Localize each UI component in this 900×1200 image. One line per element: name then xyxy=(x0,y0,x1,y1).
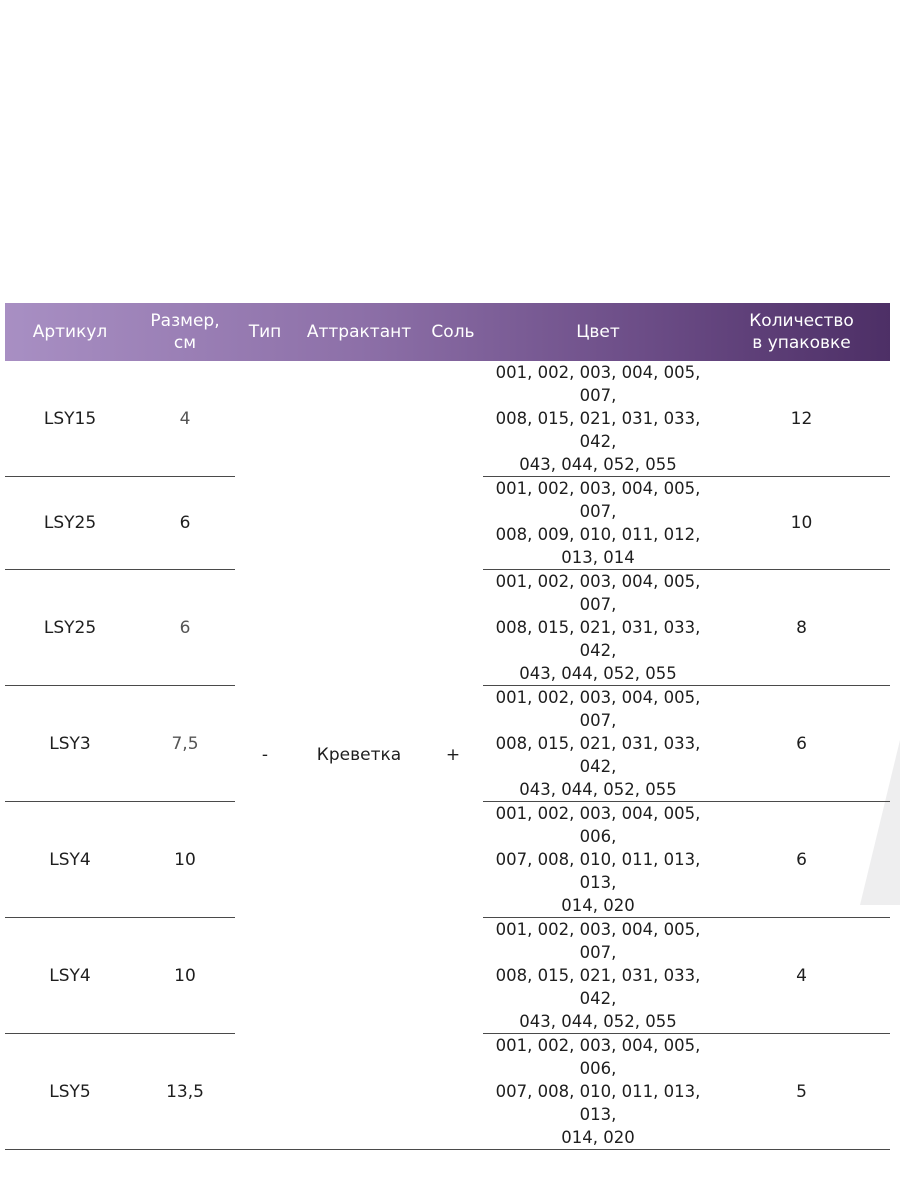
header-quantity xyxy=(713,303,890,361)
spec-table-container xyxy=(5,303,890,1150)
cell-article: LSY3 xyxy=(5,686,135,802)
color-line: 043, 044, 052, 055 xyxy=(519,664,677,683)
color-line: 001, 002, 003, 004, 005, 006, xyxy=(495,804,701,846)
cell-article: LSY4 xyxy=(5,918,135,1034)
cell-quantity: 5 xyxy=(713,1034,890,1150)
cell-quantity: 8 xyxy=(713,570,890,686)
cell-size: 4 xyxy=(135,361,235,477)
color-line: 001, 002, 003, 004, 005, 006, xyxy=(495,1036,701,1078)
cell-colors xyxy=(483,361,713,477)
color-line: 014, 020 xyxy=(561,1128,635,1147)
color-line: 043, 044, 052, 055 xyxy=(519,455,677,474)
header-type: Тип xyxy=(248,322,282,342)
spec-table-header xyxy=(5,303,890,361)
header-attractant: Аттрактант xyxy=(306,322,412,342)
cell-colors xyxy=(483,570,713,686)
cell-colors xyxy=(483,477,713,570)
color-line: 008, 009, 010, 011, 012, 013, 014 xyxy=(495,525,701,567)
color-line: 001, 002, 003, 004, 005, 007, xyxy=(495,920,701,962)
header-quantity-line1: Количество xyxy=(749,311,854,331)
cell-quantity: 6 xyxy=(713,686,890,802)
cell-quantity: 4 xyxy=(713,918,890,1034)
cell-article: LSY15 xyxy=(5,361,135,477)
cell-quantity: 12 xyxy=(713,361,890,477)
cell-colors xyxy=(483,802,713,918)
cell-colors xyxy=(483,686,713,802)
header-salt: Соль xyxy=(431,322,475,342)
color-line: 007, 008, 010, 011, 013, 013, xyxy=(495,850,701,892)
cell-size: 10 xyxy=(135,918,235,1034)
cell-salt: + xyxy=(423,361,483,1150)
cell-size: 7,5 xyxy=(135,686,235,802)
color-line: 043, 044, 052, 055 xyxy=(519,1012,677,1031)
color-line: 008, 015, 021, 031, 033, 042, xyxy=(495,618,701,660)
cell-size: 10 xyxy=(135,802,235,918)
color-line: 008, 015, 021, 031, 033, 042, xyxy=(495,409,701,451)
color-line: 007, 008, 010, 011, 013, 013, xyxy=(495,1082,701,1124)
color-line: 008, 015, 021, 031, 033, 042, xyxy=(495,966,701,1008)
cell-article: LSY4 xyxy=(5,802,135,918)
color-line: 001, 002, 003, 004, 005, 007, xyxy=(495,688,701,730)
cell-colors xyxy=(483,1034,713,1150)
header-size: Размер, см xyxy=(150,311,220,353)
header-row xyxy=(5,303,890,361)
color-line: 043, 044, 052, 055 xyxy=(519,780,677,799)
cell-size: 6 xyxy=(135,570,235,686)
cell-attractant: Креветка xyxy=(295,361,423,1150)
cell-type: - xyxy=(235,361,295,1150)
color-line: 001, 002, 003, 004, 005, 007, xyxy=(495,363,701,405)
color-line: 014, 020 xyxy=(561,896,635,915)
header-article: Артикул xyxy=(32,322,108,342)
color-line: 001, 002, 003, 004, 005, 007, xyxy=(495,572,701,614)
cell-article: LSY5 xyxy=(5,1034,135,1150)
header-quantity-line2: в упаковке xyxy=(752,333,851,353)
spec-table-body xyxy=(5,361,890,1150)
table-row xyxy=(5,361,890,477)
cell-article: LSY25 xyxy=(5,570,135,686)
color-line: 001, 002, 003, 004, 005, 007, xyxy=(495,479,701,521)
cell-size: 13,5 xyxy=(135,1034,235,1150)
color-line: 008, 015, 021, 031, 033, 042, xyxy=(495,734,701,776)
cell-size: 6 xyxy=(135,477,235,570)
cell-quantity: 10 xyxy=(713,477,890,570)
cell-colors xyxy=(483,918,713,1034)
spec-table xyxy=(5,303,890,1150)
header-color: Цвет xyxy=(576,322,620,342)
cell-quantity: 6 xyxy=(713,802,890,918)
cell-article: LSY25 xyxy=(5,477,135,570)
